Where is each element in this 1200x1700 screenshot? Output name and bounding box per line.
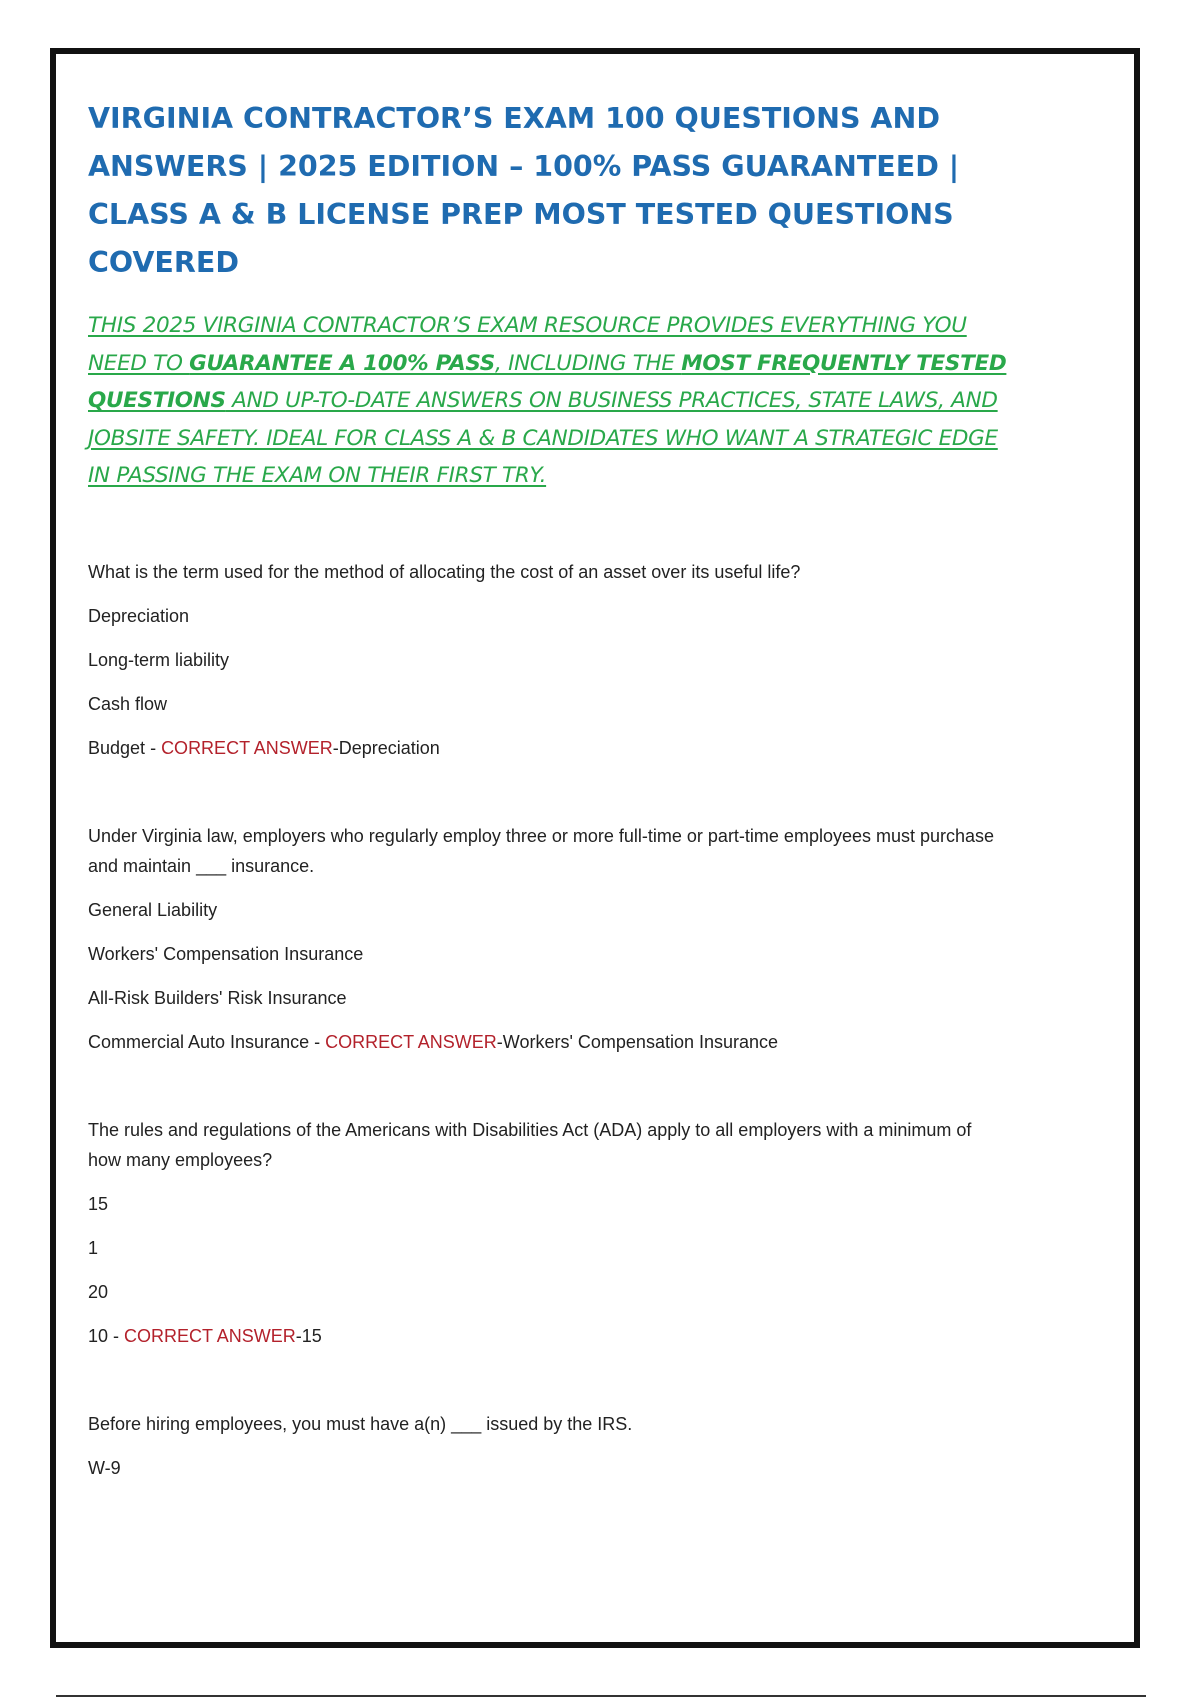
correct-answer-label: CORRECT ANSWER (325, 1031, 497, 1052)
option-4: 10 (88, 1325, 109, 1346)
question-block-2 (88, 821, 1008, 1057)
intro-bold-1: GUARANTEE A 100% PASS (189, 350, 495, 376)
option-4: Commercial Auto Insurance (88, 1031, 310, 1052)
answer-text: Workers' Compensation Insurance (502, 1031, 779, 1052)
option-3: Cash flow (88, 693, 168, 714)
option-4: Budget (88, 737, 146, 758)
document-title: VIRGINIA CONTRACTOR’S EXAM 100 QUESTIONS AND ANSWERS | 2025 EDITION – 100% PASS GUARANTEED | CLASS A & B LICENSE PREP MOST TESTED QUESTIONS COVERED (88, 102, 960, 279)
bottom-divider (56, 1695, 1146, 1697)
option-3: 20 (88, 1281, 109, 1302)
answer-text: 15 (301, 1325, 322, 1346)
answer-text: Depreciation (338, 737, 440, 758)
question-block-1 (88, 557, 1008, 763)
option-1: W-9 (88, 1457, 121, 1478)
question-text: What is the term used for the method of allocating the cost of an asset over its useful life? (88, 561, 801, 582)
option-2: Workers' Compensation Insurance (88, 943, 364, 964)
option-2: Long-term liability (88, 649, 230, 670)
option-4-with-answer: Commercial Auto Insurance - CORRECT ANSWER-Workers' Compensation Insurance (88, 1031, 779, 1052)
intro-text-3: AND UP-TO-DATE ANSWERS ON BUSINESS PRACTICES, STATE LAWS, AND JOBSITE SAFETY. IDEAL FOR CLASS A & B CANDIDATES WHO WANT A STRATEGIC EDGE IN PASSING THE EXAM ON THEIR FIRST TRY. (88, 388, 998, 488)
question-text: The rules and regulations of the Americans with Disabilities Act (ADA) apply to all employers with a minimum of how many employees? (88, 1119, 972, 1170)
question-block-3 (88, 1115, 1008, 1351)
intro-text-1: THIS 2025 VIRGINIA CONTRACTOR’S EXAM RESOURCE PROVIDES EVERYTHING YOU NEED TO (88, 313, 967, 376)
intro-paragraph (88, 307, 1008, 495)
question-text: Before hiring employees, you must have a(n) ___ issued by the IRS. (88, 1413, 633, 1434)
option-1: Depreciation (88, 605, 190, 626)
option-3: All-Risk Builders' Risk Insurance (88, 987, 347, 1008)
option-1: 15 (88, 1193, 109, 1214)
option-4-with-answer: 10 - CORRECT ANSWER-15 (88, 1325, 322, 1346)
correct-answer-label: CORRECT ANSWER (124, 1325, 296, 1346)
option-2: 1 (88, 1237, 99, 1258)
question-text: Under Virginia law, employers who regularly employ three or more full-time or part-time employees must purchase and maintain ___ insurance. (88, 825, 995, 876)
option-4-with-answer: Budget - CORRECT ANSWER-Depreciation (88, 737, 440, 758)
option-1: General Liability (88, 899, 218, 920)
intro-text-2: , INCLUDING THE (495, 350, 682, 376)
question-block-4 (88, 1409, 1008, 1483)
intro-bold-2: MOST FREQUENTLY TESTED QUESTIONS (88, 350, 1007, 413)
correct-answer-label: CORRECT ANSWER (161, 737, 333, 758)
document-content (88, 95, 1008, 1483)
